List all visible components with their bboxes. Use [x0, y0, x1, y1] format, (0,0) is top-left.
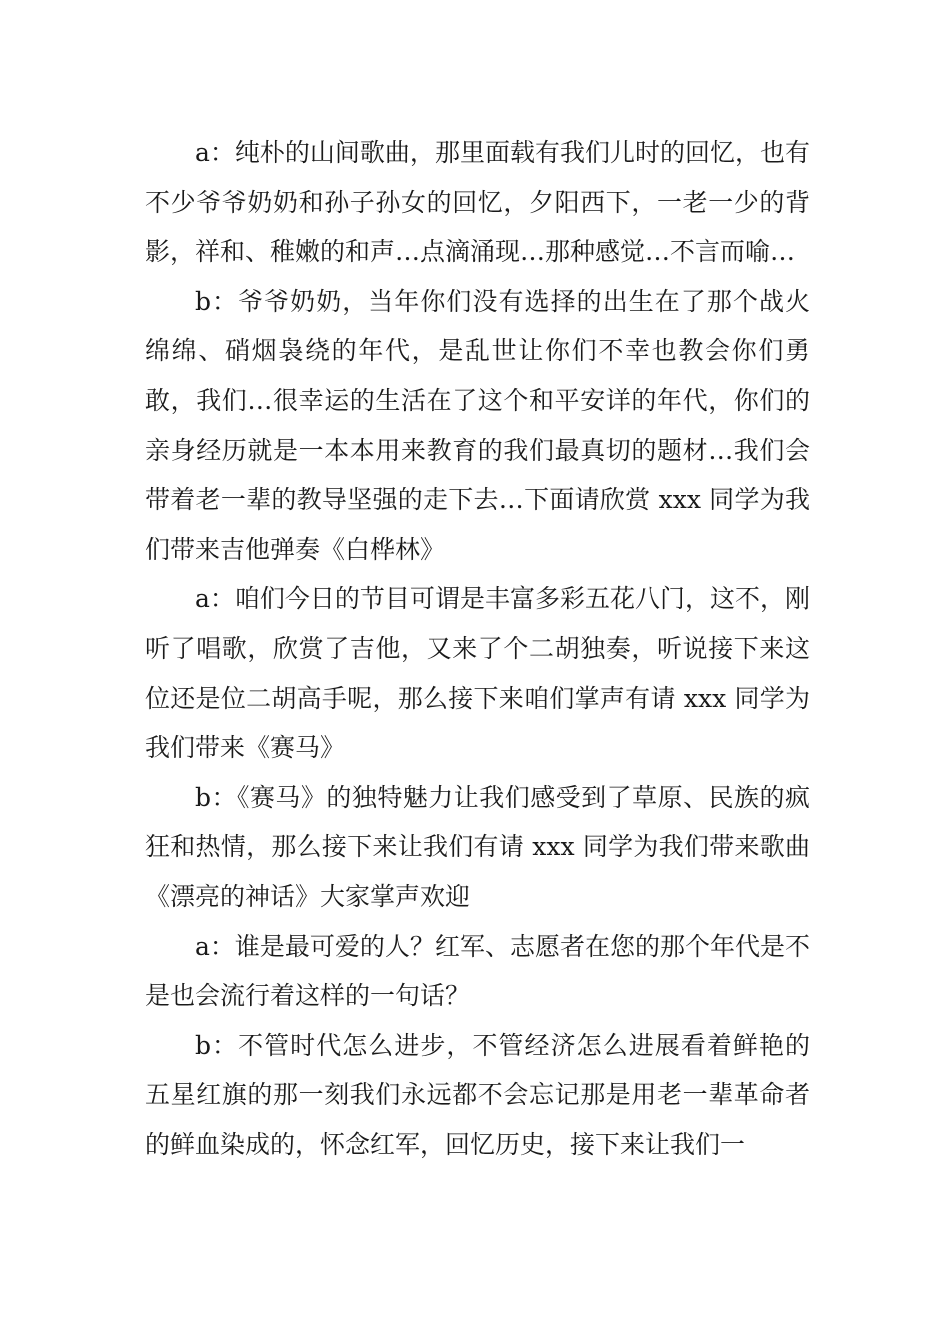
paragraph-a-erhu: a：咱们今日的节目可谓是丰富多彩五花八门，这不，刚听了唱歌，欣赏了吉他，又来了个二胡独奏，听说接下来这位还是位二胡高手呢，那么接下来咱们掌声有请 xxx 同学为我们带来《赛马》: [145, 584, 810, 763]
paragraph-b-red-flag: b：不管时代怎么进步，不管经济怎么进展看着鲜艳的五星红旗的那一刻我们永远都不会忘记那是用老一辈革命者的鲜血染成的，怀念红军，回忆历史，接下来让我们一: [145, 1030, 810, 1159]
paragraph-b-grandparents: b：爷爷奶奶，当年你们没有选择的出生在了那个战火绵绵、硝烟袅绕的年代，是乱世让你们不幸也教会你们勇敢，我们…很幸运的生活在了这个和平安详的年代，你们的亲身经历就是一本本用来教育的我们最真切的题材…我们会带着老一辈的教导坚强的走下去…下面请欣赏 xxx 同学为我们带来吉他弹奏《白桦林》: [145, 286, 810, 564]
document-body: [145, 128, 810, 1169]
paragraph-a-mountain-song: a：纯朴的山间歌曲，那里面载有我们儿时的回忆，也有不少爷爷奶奶和孙子孙女的回忆，夕阳西下，一老一少的背影，祥和、稚嫩的和声…点滴涌现…那种感觉…不言而喻…: [145, 138, 810, 267]
paragraph-a-loveliest-people: a：谁是最可爱的人？红军、志愿者在您的那个年代是不是也会流行着这样的一句话？: [145, 931, 810, 1011]
paragraph-b-saima: b：《赛马》的独特魅力让我们感受到了草原、民族的疯狂和热情，那么接下来让我们有请 xxx 同学为我们带来歌曲《漂亮的神话》大家掌声欢迎: [145, 782, 810, 911]
